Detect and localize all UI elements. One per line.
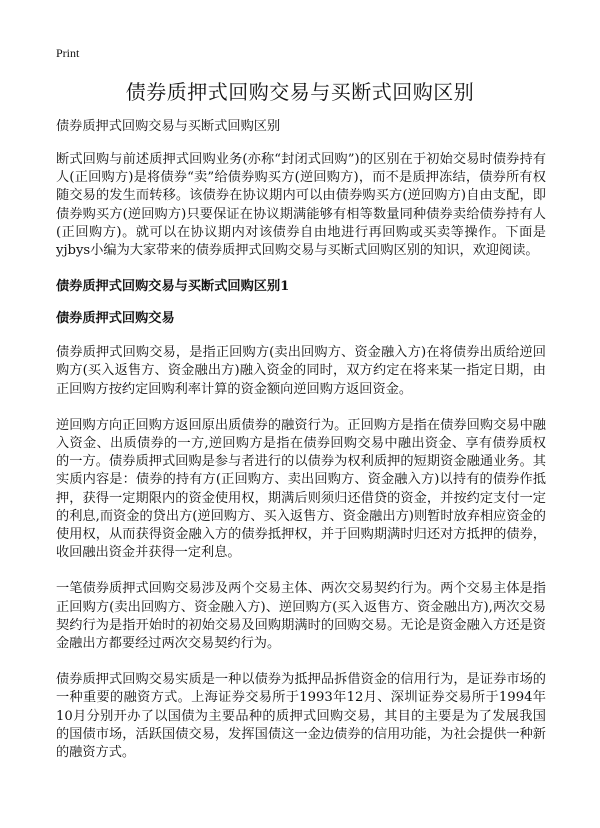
page-title: 债券质押式回购交易与买断式回购区别 <box>125 80 475 104</box>
definition-paragraph: 债券质押式回购交易，是指正回购方(卖出回购方、资金融入方)在将债券出质给逆回购方(买入返售方、资金融出方)融入资金的同时，双方约定在将来某一指定日期，由正回购方按约定回购利率计算的资金额向逆回购方返回资金。 <box>56 345 546 397</box>
section-heading: 债券质押式回购交易与买断式回购区别1 <box>56 279 290 295</box>
print-link[interactable]: Print <box>56 46 80 60</box>
intro-paragraph: 断式回购与前述质押式回购业务(亦称“封闭式回购”)的区别在于初始交易时债券持有人(正回购方)是将债券“卖”给债券购买方(逆回购方)，而不是质押冻结，债券所有权随交易的发生而转移。该债券在协议期内可以由债券购买方(逆回购方)自由支配，即债券购买方(逆回购方)只要保证在协议期满能够有相等数量同种债券卖给债券持有人(正回购方)。就可以在协议期内对该债券自由地进行再回购或买卖等操作。下面是yjbys小编为大家带来的债券质押式回购交易与买断式回购区别的知识，欢迎阅读。 <box>56 152 546 259</box>
mechanism-paragraph: 逆回购方向正回购方返回原出质债券的融资行为。正回购方是指在债券回购交易中融入资金、出质债券的一方,逆回购方是指在债券回购交易中融出资金、享有债券质权的一方。债券质押式回购是参与者进行的以债券为权利质押的短期资金融通业务。其实质内容是：债券的持有方(正回购方、卖出回购方、资金融入方)以持有的债券作抵押，获得一定期限内的资金使用权，期满后则须归还借贷的资金，并按约定支付一定的利息,而资金的贷出方(逆回购方、买入返售方、资金融出方)则暂时放弃相应资金的使用权，从而获得资金融入方的债券抵押权，并于回购期满时归还对方抵押的债券，收回融出资金并获得一定利息。 <box>56 417 546 561</box>
sub-heading: 债券质押式回购交易 <box>56 311 175 327</box>
participants-paragraph: 一笔债券质押式回购交易涉及两个交易主体、两次交易契约行为。两个交易主体是指正回购方(卖出回购方、资金融入方)、逆回购方(买入返售方、资金融出方),两次交易契约行为是指开始时的初始交易及回购期满时的回购交易。无论是资金融入方还是资金融出方都要经过两次交易契约行为。 <box>56 581 546 652</box>
history-paragraph: 债券质押式回购交易实质是一种以债券为抵押品拆借资金的信用行为，是证券市场的一种重要的融资方式。上海证券交易所于1993年12月、深圳证券交易所于1994年10月分别开办了以国债为主要品种的质押式回购交易，其目的主要是为了发展我国的国债市场，活跃国债交易，发挥国债这一金边债券的信用功能，为社会提供一种新的融资方式。 <box>56 672 546 761</box>
article-subtitle: 债券质押式回购交易与买断式回购区别 <box>56 119 281 134</box>
article-body <box>56 118 546 780</box>
